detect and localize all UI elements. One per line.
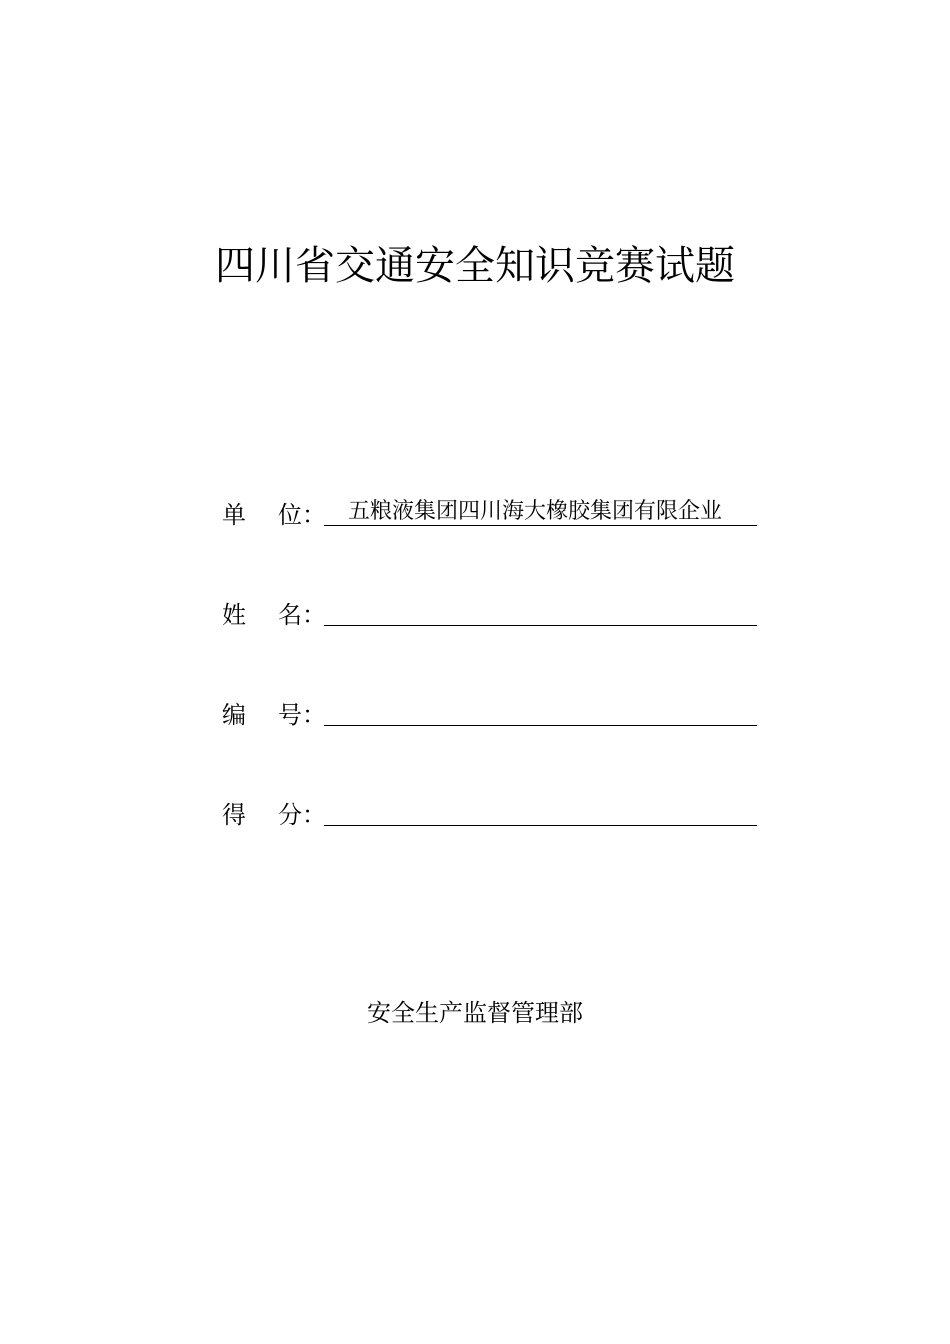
- field-score: [222, 796, 762, 832]
- field-name-label: 姓 名: [222, 601, 302, 629]
- field-unit-label: 单 位: [222, 501, 302, 529]
- field-name: [222, 596, 762, 632]
- field-score-colon: ：: [302, 801, 326, 829]
- field-unit-colon: ：: [302, 501, 326, 529]
- field-unit-value: 五粮液集团四川海大橡胶集团有限企业: [348, 499, 723, 524]
- field-score-line[interactable]: [324, 797, 757, 826]
- field-number-colon: ：: [302, 701, 326, 729]
- field-number: [222, 696, 762, 732]
- field-number-line[interactable]: [324, 697, 757, 726]
- issuing-department: 安全生产监督管理部: [367, 999, 583, 1027]
- field-name-colon: ：: [302, 601, 326, 629]
- field-score-label: 得 分: [222, 801, 302, 829]
- field-unit: [222, 496, 762, 532]
- field-unit-line[interactable]: [324, 497, 757, 526]
- field-number-label: 编 号: [222, 701, 302, 729]
- document-title: 四川省交通安全知识竞赛试题: [215, 243, 735, 289]
- field-name-line[interactable]: [324, 597, 757, 626]
